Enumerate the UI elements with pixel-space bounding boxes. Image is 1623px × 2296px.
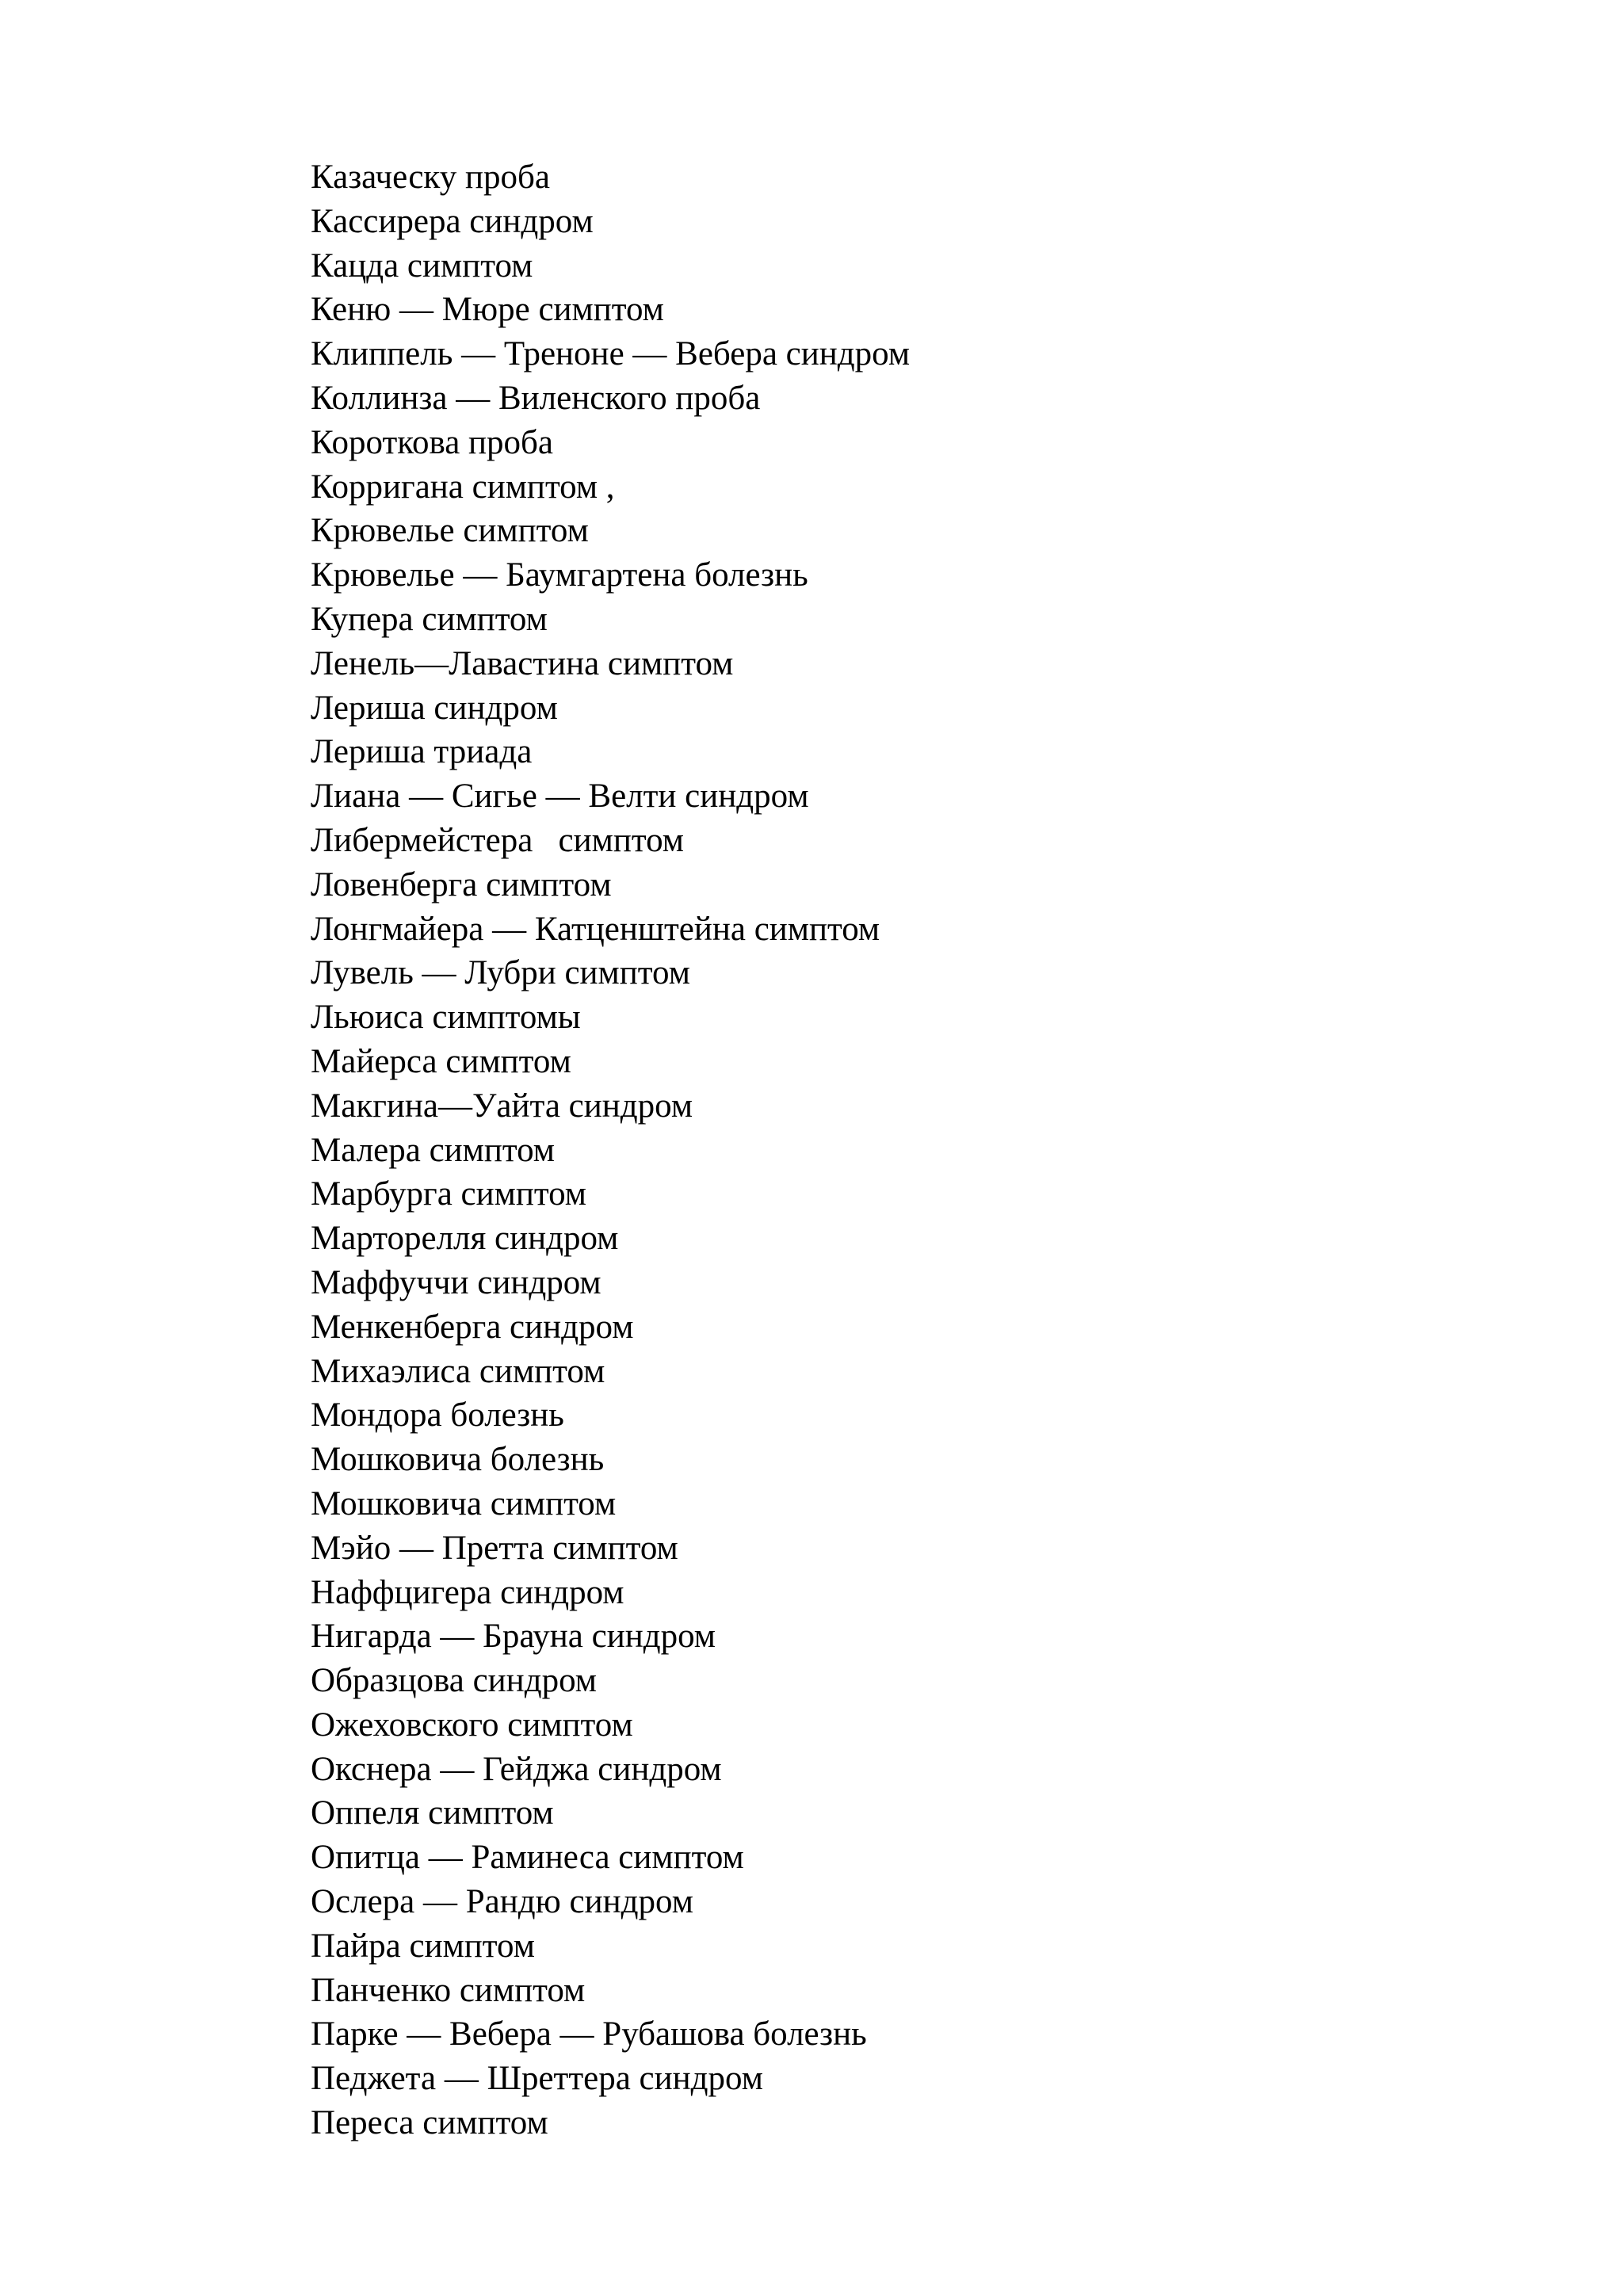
list-item: Кеню — Мюре симптом — [311, 291, 664, 329]
list-item: Короткова проба — [311, 423, 554, 461]
list-item: Маффуччи синдром — [311, 1263, 601, 1301]
list-item: Ослера — Рандю синдром — [311, 1883, 693, 1921]
list-item: Наффцигера синдром — [311, 1573, 624, 1611]
list-item: Майерса симптом — [311, 1042, 571, 1080]
list-item: Корригана симптом , — [311, 468, 615, 506]
list-item: Лериша триада — [311, 733, 533, 771]
list-item: Клиппель — Треноне — Вебера синдром — [311, 335, 911, 373]
list-item: Мошковича симптом — [311, 1484, 617, 1522]
list-item: Михаэлиса симптом — [311, 1352, 605, 1390]
list-item: Ожеховского симптом — [311, 1706, 633, 1744]
list-item: Парке — Вебера — Рубашова болезнь — [311, 2015, 867, 2053]
list-item: Менкенберга синдром — [311, 1308, 634, 1346]
list-item: Либермейстера симптом — [311, 821, 684, 859]
list-item: Лувель — Лубри симптом — [311, 954, 690, 992]
eponym-term-list — [311, 155, 910, 2145]
list-item: Опитца — Раминеса симптом — [311, 1839, 744, 1877]
list-item: Коллинза — Виленского проба — [311, 379, 761, 417]
list-item: Купера симптом — [311, 600, 548, 638]
list-item: Нигарда — Брауна синдром — [311, 1618, 716, 1656]
list-item: Образцова синдром — [311, 1662, 597, 1700]
list-item: Ленель—Лавастина симптом — [311, 644, 734, 682]
list-item: Крювелье — Баумгартена болезнь — [311, 556, 808, 594]
list-item: Лериша синдром — [311, 689, 558, 727]
list-item: Окснера — Гейджа синдром — [311, 1750, 722, 1788]
list-item: Мондора болезнь — [311, 1396, 564, 1435]
list-item: Ловенберга симптом — [311, 865, 612, 904]
list-item: Кацда симптом — [311, 246, 533, 285]
list-item: Марбурга симптом — [311, 1175, 586, 1213]
list-item: Казаческу проба — [311, 159, 550, 196]
list-item: Крювелье симптом — [311, 512, 589, 550]
list-item: Пайра симптом — [311, 1927, 535, 1965]
list-item: Оппеля симптом — [311, 1794, 554, 1832]
list-item: Кассирера синдром — [311, 202, 594, 240]
list-item: Лиана — Сигье — Велти синдром — [311, 777, 809, 816]
list-item: Макгина—Уайта синдром — [311, 1087, 693, 1125]
list-item: Панченко симптом — [311, 1971, 586, 2009]
list-item: Льюиса симптомы — [311, 999, 581, 1037]
list-item: Малера симптом — [311, 1131, 556, 1169]
list-item: Лонгмайера — Катценштейна симптом — [311, 910, 880, 948]
list-item: Мэйо — Претта симптом — [311, 1529, 678, 1567]
list-item: Педжета — Шреттера синдром — [311, 2060, 763, 2098]
list-item: Марторелля синдром — [311, 1220, 619, 1258]
list-item: Переса симптом — [311, 2104, 548, 2142]
list-item: Мошковича болезнь — [311, 1441, 605, 1479]
